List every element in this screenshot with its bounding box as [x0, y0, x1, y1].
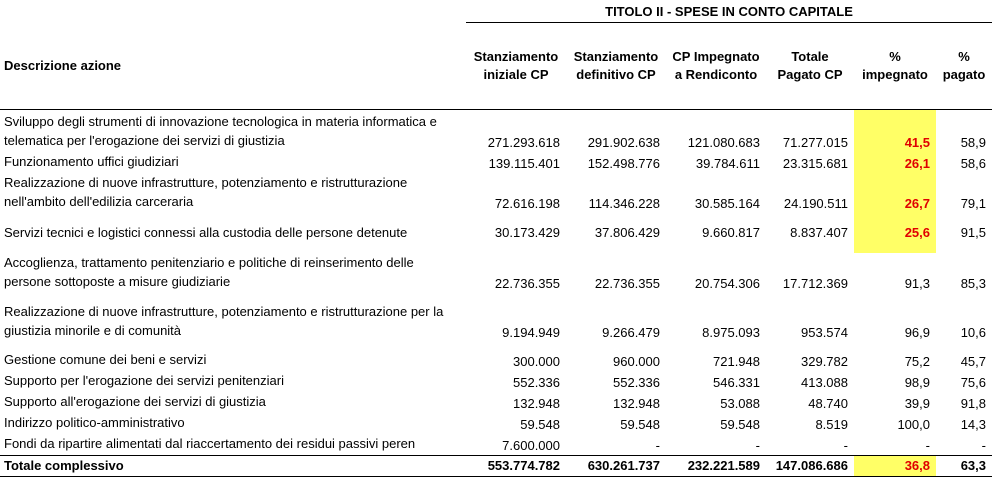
cell-ini: 72.616.198: [494, 195, 560, 211]
cell-desc: Realizzazione di nuove infrastrutture, potenziamento e ristrutturazione per la giustizia minorile e di comunità: [4, 303, 444, 338]
cell-pag: 8.519: [815, 416, 848, 432]
cell-pimp: 26,1: [854, 152, 936, 173]
cell-desc: Fondi da ripartire alimentati dal riaccertamento dei residui passivi peren: [4, 435, 416, 451]
cell-pag: 8.837.407: [790, 225, 848, 240]
header-totale-pagato: Totale Pagato CP: [766, 23, 854, 110]
cell-pag: -: [843, 437, 848, 453]
table-row: [0, 413, 992, 434]
table-row: [0, 253, 992, 293]
cell-pimp: 91,3: [904, 275, 930, 291]
cell-desc: Indirizzo politico-amministrativo: [4, 414, 185, 430]
cell-desc: Servizi tecnici e logistici connessi alla custodia delle persone detenute: [4, 225, 408, 240]
cell-desc: Supporto all'erogazione dei servizi di giustizia: [4, 393, 266, 409]
cell-def: 9.266.479: [602, 324, 660, 340]
cell-imp: 546.331: [713, 374, 760, 390]
cell-imp: 59.548: [720, 416, 760, 432]
section-title: TITOLO II - SPESE IN CONTO CAPITALE: [466, 0, 992, 23]
cell-imp: 8.975.093: [702, 324, 760, 340]
cell-imp: 53.088: [720, 395, 760, 411]
cell-ppag: 45,7: [960, 353, 986, 369]
cell-ini: 552.336: [513, 374, 560, 390]
cell-ini: 132.948: [513, 395, 560, 411]
cell-ppag: 91,8: [960, 395, 986, 411]
table-row: [0, 152, 992, 173]
cell-pimp: -: [925, 437, 930, 453]
cell-imp: 39.784.611: [695, 155, 760, 171]
total-row: [0, 455, 992, 476]
header-cp-impegnato: CP Impegnato a Rendiconto: [666, 23, 766, 110]
cell-ppag: 79,1: [960, 195, 986, 211]
table-row: [0, 173, 992, 213]
cell-def: 152.498.776: [587, 155, 660, 171]
cell-desc: Funzionamento uffici giudiziari: [4, 153, 179, 169]
cell-pimp: 96,9: [904, 324, 930, 340]
cell-pimp: 75,2: [904, 353, 930, 369]
table-row: [0, 110, 992, 152]
header-descrizione: Descrizione azione: [0, 23, 466, 110]
cell-ppag: 91,5: [960, 225, 986, 240]
cell-ini: 30.173.429: [494, 225, 560, 240]
cell-pag: 23.315.681: [782, 155, 848, 171]
table-row: [0, 293, 992, 342]
cell-ini: 9.194.949: [502, 324, 560, 340]
cell-ppag: 58,9: [960, 134, 986, 150]
cell-pag: 71.277.015: [782, 134, 848, 150]
cell-desc: Sviluppo degli strumenti di innovazione tecnologica in materia informatica e telematica per l'erogazione dei servizi di giustizia: [4, 113, 437, 148]
cell-def: 132.948: [613, 395, 660, 411]
cell-ini: 271.293.618: [487, 134, 560, 150]
cell-ppag: -: [981, 437, 986, 453]
cell-desc: Realizzazione di nuove infrastrutture, potenziamento e ristrutturazione nell'ambito dell'edilizia carceraria: [4, 174, 408, 209]
cell-imp: 30.585.164: [694, 195, 760, 211]
table-row: [0, 342, 992, 371]
cell-ppag: 10,6: [960, 324, 986, 340]
cell-pag: 24.190.511: [783, 195, 848, 211]
cell-pag: 953.574: [801, 324, 848, 340]
cell-pimp: 25,6: [854, 213, 936, 253]
cell-def: -: [655, 437, 660, 453]
cell-def: 552.336: [613, 374, 660, 390]
title-row: [0, 0, 992, 23]
cell-desc: Supporto per l'erogazione dei servizi penitenziari: [4, 372, 284, 388]
cell-pag: 48.740: [808, 395, 848, 411]
table-row: [0, 371, 992, 392]
cell-def: 22.736.355: [594, 275, 660, 291]
header-stanz-definitivo: Stanziamento definitivo CP: [566, 23, 666, 110]
cell-desc: Accoglienza, trattamento penitenziario e politiche di reinserimento delle persone sottoposte a misure giudiziarie: [4, 254, 414, 289]
table-row: [0, 213, 992, 253]
total-cell-imp: 232.221.589: [666, 455, 766, 476]
cell-pag: 17.712.369: [782, 275, 848, 291]
cell-imp: 121.080.683: [687, 134, 760, 150]
cell-imp: 20.754.306: [694, 275, 760, 291]
cell-imp: 9.660.817: [702, 225, 760, 240]
cell-pimp: 100,0: [897, 416, 930, 432]
total-cell-ppag: 63,3: [936, 455, 992, 476]
cell-def: 37.806.429: [594, 225, 660, 240]
cell-ini: 7.600.000: [502, 437, 560, 453]
total-cell-pimp: 36,8: [854, 455, 936, 476]
header-pct-impegnato: % impegnato: [854, 23, 936, 110]
total-cell-ini: 553.774.782: [466, 455, 566, 476]
cell-ini: 22.736.355: [494, 275, 560, 291]
cell-pimp: 26,7: [854, 173, 936, 213]
total-cell-def: 630.261.737: [566, 455, 666, 476]
cell-def: 291.902.638: [587, 134, 660, 150]
cell-pimp: 98,9: [904, 374, 930, 390]
title-spacer: [0, 0, 466, 23]
cell-imp: -: [755, 437, 760, 453]
table-body: [0, 110, 992, 477]
header-row: [0, 23, 992, 110]
cell-imp: 721.948: [713, 353, 760, 369]
cell-pag: 413.088: [801, 374, 848, 390]
total-cell-desc: Totale complessivo: [0, 455, 466, 476]
cell-def: 960.000: [613, 353, 660, 369]
cell-ppag: 75,6: [960, 374, 986, 390]
cell-pag: 329.782: [801, 353, 848, 369]
cell-def: 59.548: [620, 416, 660, 432]
cell-pimp: 39,9: [904, 395, 930, 411]
cell-ppag: 58,6: [960, 155, 986, 171]
total-cell-pag: 147.086.686: [766, 455, 854, 476]
table-row: [0, 434, 992, 456]
cell-ppag: 85,3: [960, 275, 986, 291]
cell-ini: 300.000: [513, 353, 560, 369]
header-pct-pagato: % pagato: [936, 23, 992, 110]
cell-ppag: 14,3: [960, 416, 986, 432]
cell-def: 114.346.228: [588, 195, 660, 211]
cell-ini: 139.115.401: [488, 155, 560, 171]
header-stanz-iniziale: Stanziamento iniziale CP: [466, 23, 566, 110]
cell-pimp: 41,5: [854, 110, 936, 152]
cell-desc: Gestione comune dei beni e servizi: [4, 351, 207, 367]
cell-ini: 59.548: [520, 416, 560, 432]
table-row: [0, 392, 992, 413]
